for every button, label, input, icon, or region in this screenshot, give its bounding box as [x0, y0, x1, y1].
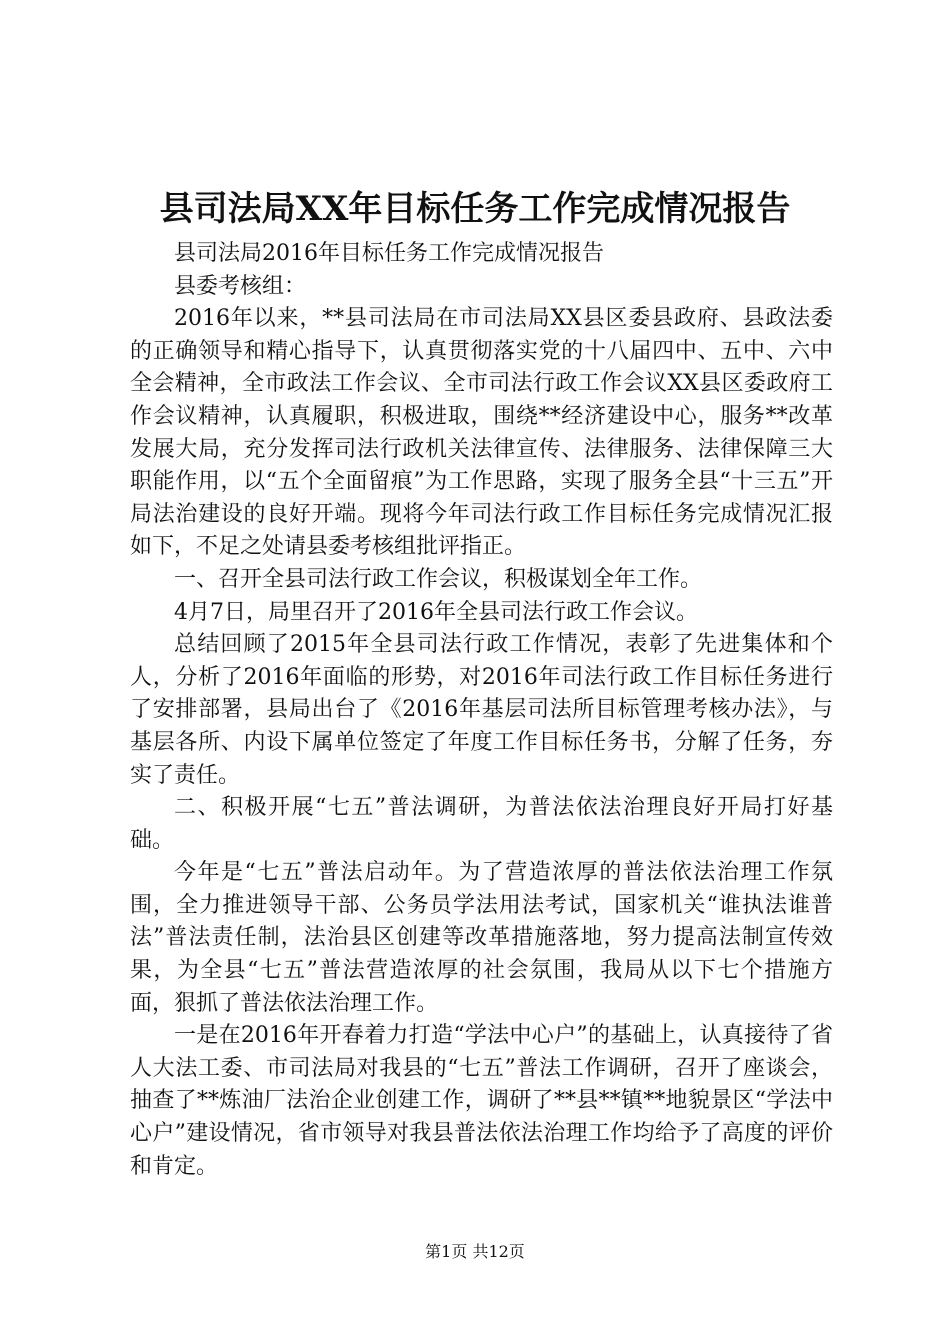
body-paragraph: 总结回顾了2015年全县司法行政工作情况，表彰了先进集体和个人，分析了2016年面临的形势，对2016年司法行政工作目标任务进行了安排部署，县局出台了《2016年基层司法所目标管理考核办法》，与基层各所、内设下属单位签定了年度工作目标任务书，分解了任务，夯实了责任。	[130, 632, 833, 788]
body-paragraph: 一是在2016年开春着力打造“学法中心户”的基础上，认真接待了省人大法工委、市司法局对我县的“七五”普法工作调研，召开了座谈会，抽查了**炼油厂法治企业创建工作，调研了**县**镇**地貌景区“学法中心户”建设情况，省市领导对我县普法依法治理工作均给予了高度的评价和肯定。	[130, 1023, 833, 1179]
body-paragraph: 县委考核组：	[174, 273, 307, 299]
page-footer: 第1页 共12页	[425, 1242, 525, 1261]
body-paragraph: 一、召开全县司法行政工作会议，积极谋划全年工作。	[174, 566, 703, 592]
body-paragraph: 县司法局2016年目标任务工作完成情况报告	[174, 241, 604, 266]
document-body	[130, 238, 833, 1183]
body-paragraph: 今年是“七五”普法启动年。为了营造浓厚的普法依法治理工作氛围，全力推进领导干部、公务员学法用法考试，国家机关“谁执法谁普法”普法责任制，法治县区创建等改革措施落地，努力提高法制宣传效果，为全县“七五”普法营造浓厚的社会氛围，我局从以下七个措施方面，狠抓了普法依法治理工作。	[130, 860, 833, 1016]
document-title: 县司法局XX年目标任务工作完成情况报告	[159, 189, 791, 229]
body-paragraph: 二、积极开展“七五”普法调研，为普法依法治理良好开局打好基础。	[130, 795, 833, 853]
body-paragraph: 4月7日，局里召开了2016年全县司法行政工作会议。	[174, 599, 698, 625]
body-paragraph: 2016年以来，**县司法局在市司法局XX县区委县政府、县政法委的正确领导和精心指导下，认真贯彻落实党的十八届四中、五中、六中全会精神，全市政法工作会议、全市司法行政工作会议XX县区委政府工作会议精神，认真履职，积极进取，围绕**经济建设中心，服务**改革发展大局，充分发挥司法行政机关法律宣传、法律服务、法律保障三大职能作用，以“五个全面留痕”为工作思路，实现了服务全县“十三五”开局法治建设的良好开端。现将今年司法行政工作目标任务完成情况汇报如下，不足之处请县委考核组批评指正。	[130, 306, 833, 560]
